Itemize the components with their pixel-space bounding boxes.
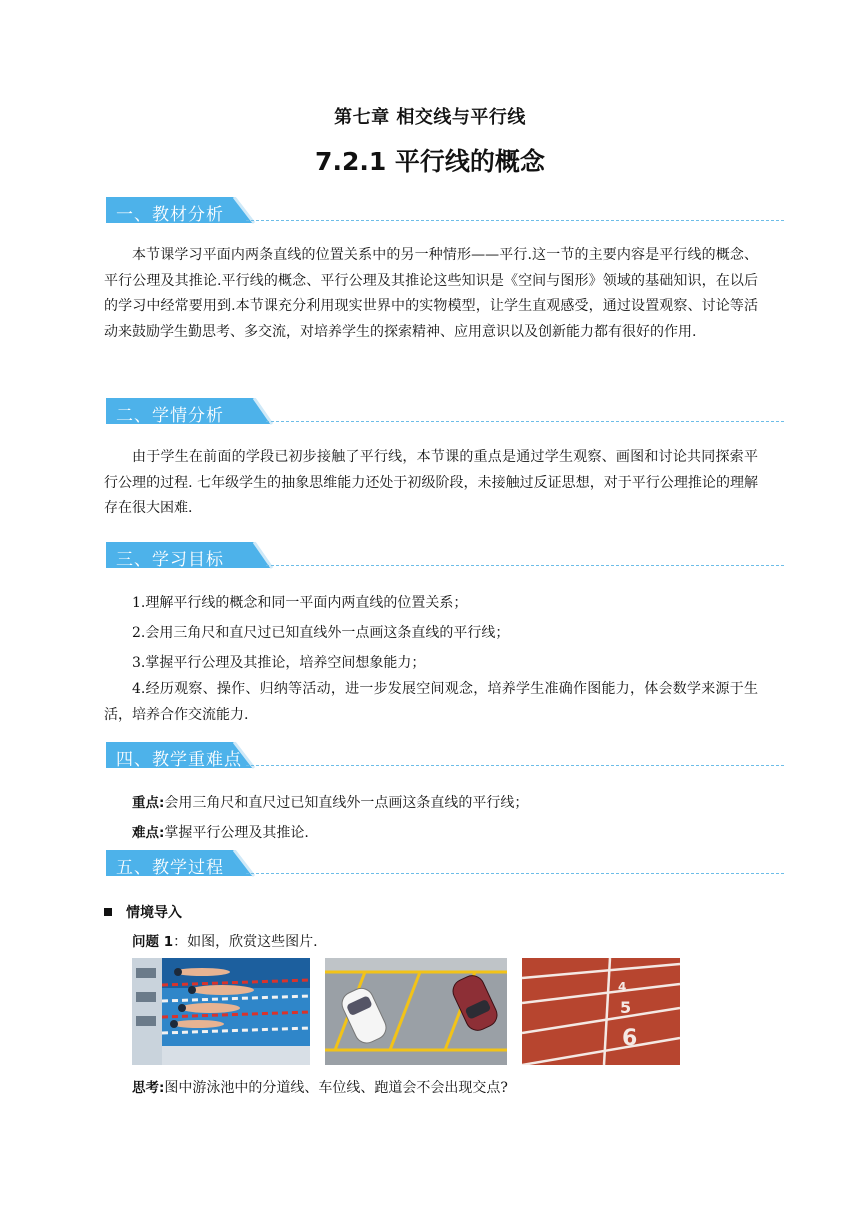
students-paragraph: 由于学生在前面的学段已初步接触了平行线，本节课的重点是通过学生观察、画图和讨论共同探索平行公理的过程. 七年级学生的抽象思维能力还处于初级阶段，未接触过反证思想，对于平行公理推论的理解存在很大困难. (104, 449, 758, 516)
hard-point-label: 难点: (132, 825, 165, 841)
section-header-goals (106, 542, 784, 576)
section-title: 一、教材分析 (116, 205, 224, 225)
analysis-paragraph: 本节课学习平面内两条直线的位置关系中的另一种情形——平行.这一节的主要内容是平行线的概念、平行公理及其推论.平行线的概念、平行公理及其推论这些知识是《空间与图形》领域的基础知识，在以后的学习中经常要用到.本节课充分利用现实世界中的实物模型，让学生直观感受，通过设置观察、讨论等活动来鼓励学生勤思考、多交流，对培养学生的探索精神、应用意识以及创新能力都有很好的作用. (104, 247, 758, 340)
goal-item: 2.会用三角尺和直尺过已知直线外一点画这条直线的平行线； (132, 625, 510, 641)
section-divider (246, 873, 784, 874)
chapter-title: 第七章 相交线与平行线 (334, 107, 526, 128)
lesson-title: 7.2.1 平行线的概念 (315, 147, 545, 176)
square-bullet-icon (104, 908, 112, 916)
swimming-pool-image (132, 958, 310, 1065)
lane-number: 6 (622, 1026, 638, 1051)
goal-item: 4.经历观察、操作、归纳等活动，进一步发展空间观念，培养学生准确作图能力，体会数学来源于生活，培养合作交流能力. (104, 681, 758, 723)
goal-item: 3.掌握平行公理及其推论，培养空间想象能力； (132, 655, 426, 671)
running-track-image (522, 958, 680, 1065)
parking-lot-image (325, 958, 507, 1065)
question-label: 问题 1 (132, 934, 174, 950)
question-line (132, 930, 318, 951)
bullet-scenario (104, 902, 182, 922)
think-text: 图中游泳池中的分道线、车位线、跑道会不会出现交点? (164, 1080, 508, 1096)
section-divider (246, 220, 784, 221)
hard-point-text: 掌握平行公理及其推论. (164, 825, 309, 841)
section-title: 二、学情分析 (116, 406, 224, 426)
section-title: 四、教学重难点 (116, 750, 242, 770)
section-title: 五、教学过程 (116, 858, 224, 878)
section-divider (266, 421, 784, 422)
section-header-analysis (106, 197, 784, 231)
lane-number: 5 (620, 998, 632, 1017)
section-header-process (106, 850, 784, 884)
section-divider (246, 765, 784, 766)
key-point-line (132, 791, 528, 812)
section-divider (266, 565, 784, 566)
key-point-text: 会用三角尺和直尺过已知直线外一点画这条直线的平行线； (164, 795, 529, 811)
think-label: 思考: (132, 1080, 165, 1096)
hard-point-line (132, 821, 309, 842)
section-header-students (106, 398, 784, 432)
section-header-keypoints (106, 742, 784, 776)
question-text: ：如图，欣赏这些图片. (173, 934, 318, 950)
key-point-label: 重点: (132, 795, 165, 811)
section-title: 三、学习目标 (116, 550, 224, 570)
bullet-text: 情境导入 (126, 905, 182, 921)
think-line (132, 1076, 508, 1097)
goal-item: 1.理解平行线的概念和同一平面内两直线的位置关系； (132, 595, 468, 611)
lane-number: 4 (618, 980, 627, 994)
